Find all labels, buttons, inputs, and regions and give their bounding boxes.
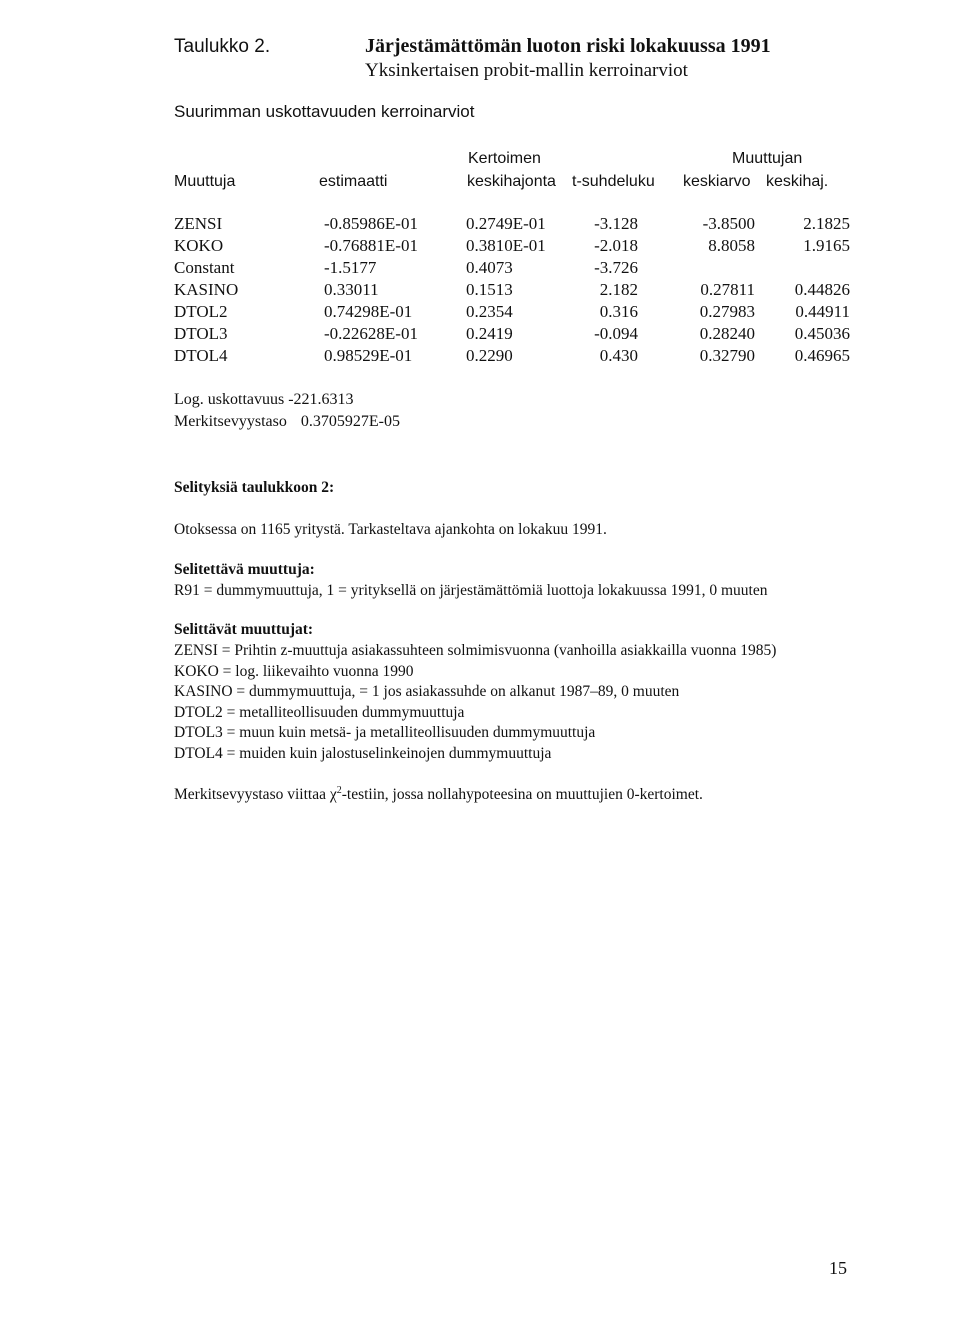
row-std-error: 0.2419 — [466, 324, 513, 343]
row-mean: -3.8500 — [702, 214, 755, 233]
row-mean: 0.32790 — [699, 346, 755, 365]
notes-sample: Otoksessa on 1165 yritystä. Tarkasteltava ajankohta on lokakuu 1991. — [174, 521, 607, 538]
row-mean: 0.27811 — [700, 280, 755, 299]
col-keskihajonta: keskihajonta — [467, 173, 556, 190]
signif-note-suffix: -testiin, jossa nollahypoteesina on muuttujien 0-kertoimet. — [341, 786, 703, 804]
independent-line: DTOL2 = metalliteollisuuden dummymuuttuja — [174, 703, 465, 721]
method-label: Suurimman uskottavuuden kerroinarviot — [174, 102, 475, 121]
independent-heading: Selittävät muuttujat: — [174, 621, 314, 638]
row-std-error: 0.2749E-01 — [466, 214, 546, 233]
col-keskiarvo: keskiarvo — [683, 173, 751, 190]
row-t-value: 2.182 — [599, 280, 638, 299]
row-t-value: -3.128 — [594, 214, 638, 233]
row-t-value: -0.094 — [594, 324, 638, 343]
row-std-error: 0.2290 — [466, 346, 513, 365]
independent-line: KOKO = log. liikevaihto vuonna 1990 — [174, 662, 414, 680]
row-estimate: 0.98529E-01 — [324, 346, 413, 365]
row-t-value: 0.430 — [599, 346, 638, 365]
col-group-muuttujan: Muuttujan — [732, 150, 803, 167]
row-sd: 0.44911 — [795, 302, 850, 321]
col-muuttuja: Muuttuja — [174, 173, 236, 190]
row-variable: DTOL2 — [174, 302, 228, 321]
row-t-value: -3.726 — [594, 258, 638, 277]
notes-heading: Selityksiä taulukkoon 2: — [174, 479, 335, 496]
signif-note — [174, 785, 703, 804]
row-sd: 0.46965 — [794, 346, 850, 365]
row-estimate: 0.74298E-01 — [324, 302, 413, 321]
row-variable: KASINO — [174, 280, 239, 299]
signif-label: Merkitsevyystaso — [174, 413, 287, 430]
row-std-error: 0.4073 — [466, 258, 513, 277]
independent-line: DTOL3 = muun kuin metsä- ja metalliteollisuuden dummymuuttuja — [174, 724, 596, 741]
signif-value: 0.3705927E-05 — [300, 413, 400, 430]
col-estimaatti: estimaatti — [319, 173, 388, 190]
page-number: 15 — [829, 1258, 847, 1278]
independent-line: DTOL4 = muiden kuin jalostuselinkeinojen dummymuuttuja — [174, 744, 552, 762]
row-variable: DTOL4 — [174, 346, 228, 365]
loglik-value: -221.6313 — [288, 391, 354, 408]
dependent-text: R91 = dummymuuttuja, 1 = yrityksellä on järjestämättömiä luottoja lokakuussa 1991, 0 muuten — [174, 582, 768, 599]
row-variable: ZENSI — [174, 214, 223, 233]
row-mean: 0.28240 — [699, 324, 755, 343]
dependent-heading: Selitettävä muuttuja: — [174, 561, 315, 578]
signif-line — [174, 413, 400, 431]
independent-line: ZENSI = Prihtin z-muuttuja asiakassuhteen solmimisvuonna (vanhoilla asiakkailla vuonna 1985) — [174, 642, 777, 659]
row-t-value: -2.018 — [594, 236, 638, 255]
col-tsuhdeluku: t-suhdeluku — [572, 173, 655, 190]
table-title: Järjestämättömän luoton riski lokakuussa 1991 — [365, 35, 771, 57]
row-estimate: -0.76881E-01 — [324, 236, 418, 255]
row-std-error: 0.2354 — [466, 302, 513, 321]
row-estimate: -1.5177 — [324, 258, 377, 277]
loglik-line — [174, 391, 354, 409]
row-sd: 2.1825 — [803, 214, 850, 233]
row-mean: 8.8058 — [708, 236, 755, 255]
row-t-value: 0.316 — [599, 302, 638, 321]
row-estimate: -0.85986E-01 — [324, 214, 418, 233]
row-estimate: -0.22628E-01 — [324, 324, 418, 343]
chi-symbol: χ — [329, 786, 337, 804]
row-variable: DTOL3 — [174, 324, 228, 343]
chi-superscript: 2 — [336, 785, 342, 796]
row-sd: 0.44826 — [794, 280, 850, 299]
row-sd: 1.9165 — [803, 236, 850, 255]
row-mean: 0.27983 — [699, 302, 755, 321]
col-group-kertoimen: Kertoimen — [468, 150, 541, 167]
row-estimate: 0.33011 — [324, 280, 379, 299]
signif-note-prefix: Merkitsevyystaso viittaa — [174, 786, 330, 804]
row-sd: 0.45036 — [794, 324, 850, 343]
table-label: Taulukko 2. — [174, 36, 271, 57]
table-subtitle: Yksinkertaisen probit-mallin kerroinarviot — [365, 60, 688, 81]
independent-line: KASINO = dummymuuttuja, = 1 jos asiakassuhde on alkanut 1987–89, 0 muuten — [174, 683, 680, 700]
row-variable: KOKO — [174, 236, 224, 255]
loglik-label: Log. uskottavuus — [174, 391, 285, 408]
row-std-error: 0.3810E-01 — [466, 236, 546, 255]
row-variable: Constant — [174, 258, 235, 277]
col-keskihaj: keskihaj. — [766, 173, 829, 190]
row-std-error: 0.1513 — [466, 280, 513, 299]
